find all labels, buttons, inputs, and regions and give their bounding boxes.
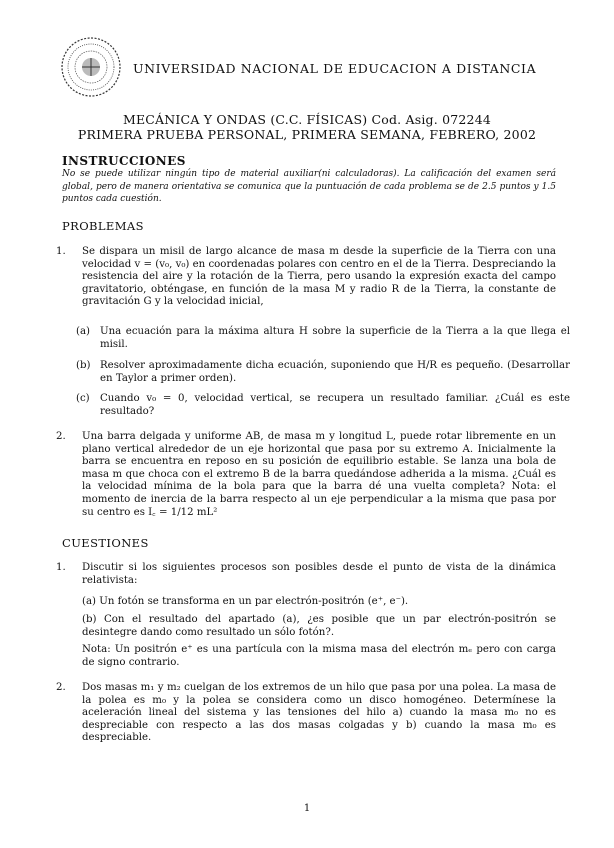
university-name: UNIVERSIDAD NACIONAL DE EDUCACION A DISTANCIA	[133, 61, 537, 76]
question-1-text: Discutir si los siguientes procesos son posibles desde el punto de vista de la dinámica relativista:	[82, 562, 556, 586]
problem-2-number: 2.	[56, 431, 66, 442]
course-title: MECÁNICA Y ONDAS (C.C. FÍSICAS) Cod. Asig. 072244	[122, 112, 492, 127]
problem-2-text: Una barra delgada y uniforme AB, de masa m y longitud L, puede rotar libremente en un plano vertical alrededor de un eje horizontal que pasa por su extremo A. Inicialmente la barra se encuentra en reposo en su posición de equilibrio estable. Se lanza una bola de masa m que choca con el extremo B de la barra quedándose adherida a la misma. ¿Cuál es la velocidad mínima de la bola para que la barra dé una vuelta completa? Nota: el momento de inercia de la barra respecto al un eje perpendicular a la misma que pasa por su centro es I꜀ = 1/12 mL²	[82, 431, 556, 518]
problem-1c-text: Cuando v₀ = 0, velocidad vertical, se recupera un resultado familiar. ¿Cuál es este resultado?	[100, 393, 570, 417]
problem-1a-label: (a)	[76, 326, 91, 337]
page-number: 1	[303, 803, 311, 814]
exam-title: PRIMERA PRUEBA PERSONAL, PRIMERA SEMANA, FEBRERO, 2002	[77, 127, 537, 142]
problem-1b-label: (b)	[76, 360, 91, 371]
problem-1-text: Se dispara un misil de largo alcance de masa m desde la superficie de la Tierra con una velocidad v = (v₀, v₀) en coordenadas polares con centro en el de la Tierra. Despreciando la resistencia del aire y la rotación de la Tierra, pero usando la expresión exacta del campo gravitatorio, obténgase, en función de la masa M y radio R de la Tierra, la constante de gravitación G y la velocidad inicial,	[82, 246, 556, 308]
problem-1b-text: Resolver aproximadamente dicha ecuación, suponiendo que H/R es pequeño. (Desarrollar en Taylor a primer orden).	[100, 360, 570, 384]
problem-1	[56, 246, 556, 309]
university-seal-icon	[60, 36, 122, 98]
problem-1-number: 1.	[56, 246, 66, 257]
question-1-note: Nota: Un positrón e⁺ es una partícula con la misma masa del electrón mₑ pero con carga de signo contrario.	[82, 644, 556, 668]
question-1	[56, 562, 556, 587]
cuestiones-heading: CUESTIONES	[62, 536, 149, 550]
problemas-heading: PROBLEMAS	[62, 219, 144, 233]
problem-2	[56, 431, 556, 519]
question-2	[56, 682, 556, 745]
question-1b: (b) Con el resultado del apartado (a), ¿es posible que un par electrón-positrón se desintegre dando como resultado un sólo fotón?.	[82, 614, 556, 638]
instructions-heading: INSTRUCCIONES	[62, 154, 186, 168]
question-2-number: 2.	[56, 682, 66, 693]
question-1-number: 1.	[56, 562, 66, 573]
problem-1b	[76, 360, 570, 385]
problem-1a-text: Una ecuación para la máxima altura H sobre la superficie de la Tierra a la que llega el misil.	[100, 326, 570, 350]
question-1a: (a) Un fotón se transforma en un par electrón-positrón (e⁺, e⁻).	[82, 596, 409, 607]
problem-1c-label: (c)	[76, 393, 90, 404]
problem-1a	[76, 326, 570, 351]
question-2-text: Dos masas m₁ y m₂ cuelgan de los extremos de un hilo que pasa por una polea. La masa de la polea es m₀ y la polea se considera como un disco homogéneo. Determínese la aceleración lineal del sistema y las tensiones del hilo a) cuando la masa m₀ no es despreciable con respecto a las dos masas colgadas y b) cuando la masa m₀ es despreciable.	[82, 682, 556, 744]
problem-1c	[76, 393, 570, 418]
instructions-text: No se puede utilizar ningún tipo de material auxiliar(ni calculadoras). La calificación del examen será global, pero de manera orientativa se comunica que la puntuación de cada problema se de 2.5 puntos y 1.5 puntos cada cuestión.	[62, 169, 556, 204]
